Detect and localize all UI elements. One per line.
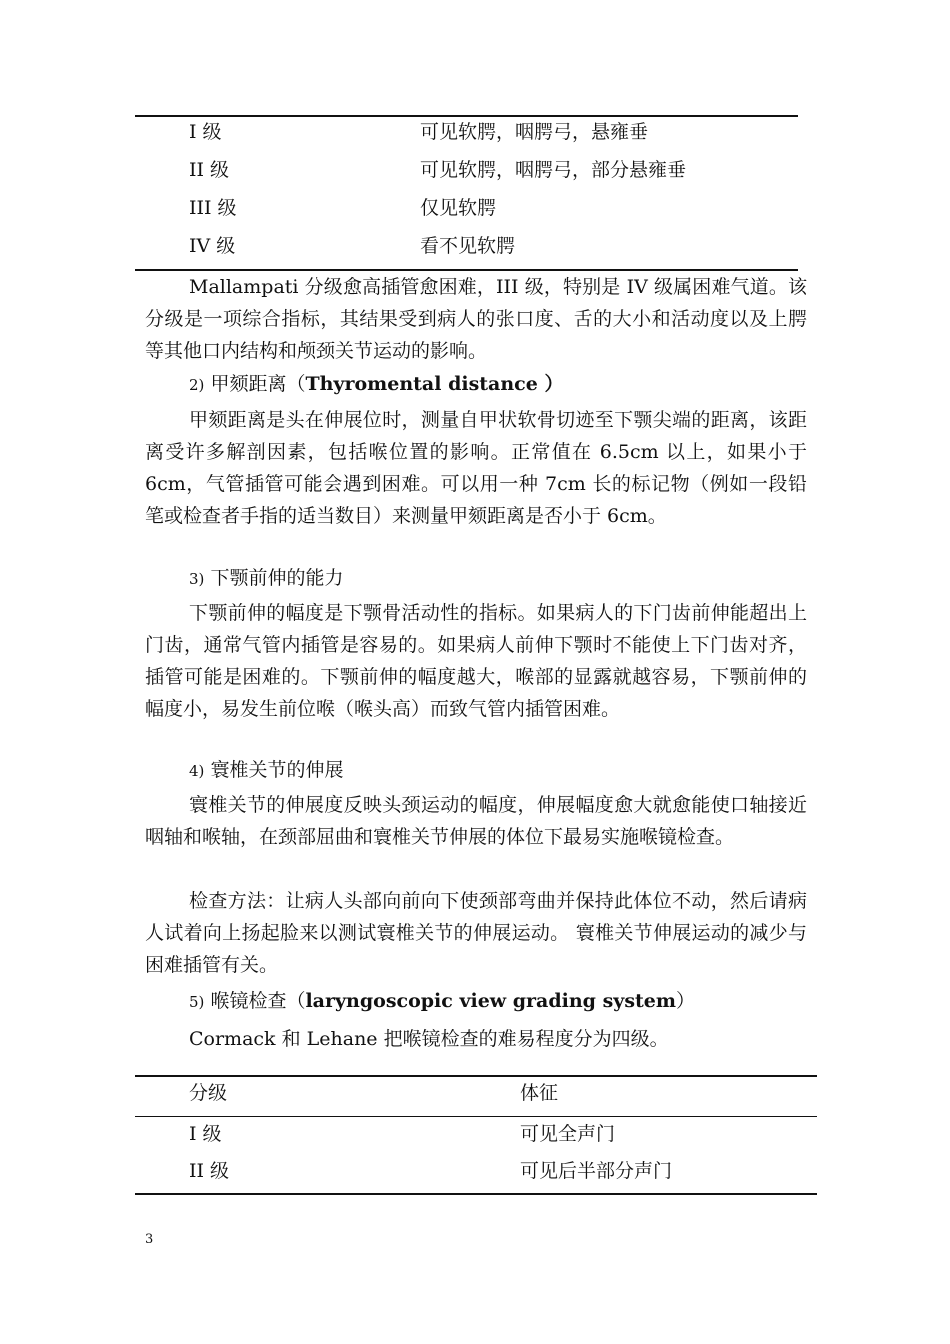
section-heading bbox=[189, 372, 563, 397]
section-number: 5) bbox=[189, 993, 205, 1011]
sign-cell: 可见全声门 bbox=[520, 1123, 616, 1145]
section-heading bbox=[189, 758, 343, 783]
section-heading bbox=[189, 989, 695, 1014]
grade-cell: IV 级 bbox=[189, 235, 236, 257]
page-number: 3 bbox=[145, 1232, 154, 1247]
grade-cell: II 级 bbox=[189, 159, 230, 181]
table-bottom-rule bbox=[135, 1193, 817, 1195]
sign-cell: 可见软腭，咽腭弓，部分悬雍垂 bbox=[420, 159, 687, 181]
grade-cell: I 级 bbox=[189, 121, 222, 143]
section-title-end: ） bbox=[676, 990, 696, 1012]
section-number: 3) bbox=[189, 570, 205, 588]
thyromental-paragraph: 甲颏距离是头在伸展位时，测量自甲状软骨切迹至下颚尖端的距离，该距离受许多解剖因素，包括喉位置的影响。正常值在 6.5cm 以上，如果小于 6cm，气管插管可能会遇到困难。可以用一种 7cm 长的标记物（例如一段铅笔或检查者手指的适当数目）来测量甲颏距离是否小于 6cm。 bbox=[145, 409, 807, 527]
sign-cell: 看不见软腭 bbox=[420, 235, 516, 257]
sign-cell: 可见软腭，咽腭弓，悬雍垂 bbox=[420, 121, 649, 143]
section-heading bbox=[189, 566, 343, 591]
sign-cell: 仅见软腭 bbox=[420, 197, 497, 219]
mallampati-paragraph: Mallampati 分级愈高插管愈困难，III 级，特别是 IV 级属困难气道。该分级是一项综合指标，其结果受到病人的张口度、舌的大小和活动度以及上腭等其他口内结构和颅颈关节运动的影响。 bbox=[145, 276, 807, 362]
section-title: 寰椎关节的伸展 bbox=[210, 759, 344, 781]
cormack-paragraph: Cormack 和 Lehane 把喉镜检查的难易程度分为四级。 bbox=[189, 1028, 669, 1050]
grade-cell: II 级 bbox=[189, 1160, 230, 1182]
section-title: 喉镜检查（ bbox=[210, 990, 306, 1012]
mandible-paragraph: 下颚前伸的幅度是下颚骨活动性的指标。如果病人的下门齿前伸能超出上门齿，通常气管内插管是容易的。如果病人前伸下颚时不能使上下门齿对齐，插管可能是困难的。下颚前伸的幅度越大，喉部的显露就越容易，下颚前伸的幅度小，易发生前位喉（喉头高）而致气管内插管困难。 bbox=[145, 602, 807, 720]
grade-cell: III 级 bbox=[189, 197, 237, 219]
section-title-end: ） bbox=[537, 373, 564, 395]
table-top-rule bbox=[135, 1075, 817, 1077]
section-number: 4) bbox=[189, 762, 205, 780]
method-paragraph: 检查方法：让病人头部向前向下使颈部弯曲并保持此体位不动，然后请病人试着向上扬起脸来以测试寰椎关节的伸展运动。 寰椎关节伸展运动的减少与困难插管有关。 bbox=[145, 890, 807, 976]
atlanto-paragraph: 寰椎关节的伸展度反映头颈运动的幅度，伸展幅度愈大就愈能使口轴接近咽轴和喉轴，在颈部屈曲和寰椎关节伸展的体位下最易实施喉镜检查。 bbox=[145, 794, 807, 848]
grade-cell: I 级 bbox=[189, 1123, 222, 1145]
sign-cell: 可见后半部分声门 bbox=[520, 1160, 673, 1182]
section-title: 甲颏距离（ bbox=[210, 373, 306, 395]
column-header: 体征 bbox=[520, 1082, 559, 1104]
table-top-rule bbox=[135, 115, 798, 117]
section-title: 下颚前伸的能力 bbox=[210, 567, 344, 589]
table-header-rule bbox=[135, 1116, 817, 1117]
section-title-en: Thyromental distance bbox=[305, 373, 538, 395]
section-title-en: laryngoscopic view grading system bbox=[305, 990, 676, 1012]
column-header: 分级 bbox=[189, 1082, 228, 1104]
section-number: 2) bbox=[189, 376, 205, 394]
